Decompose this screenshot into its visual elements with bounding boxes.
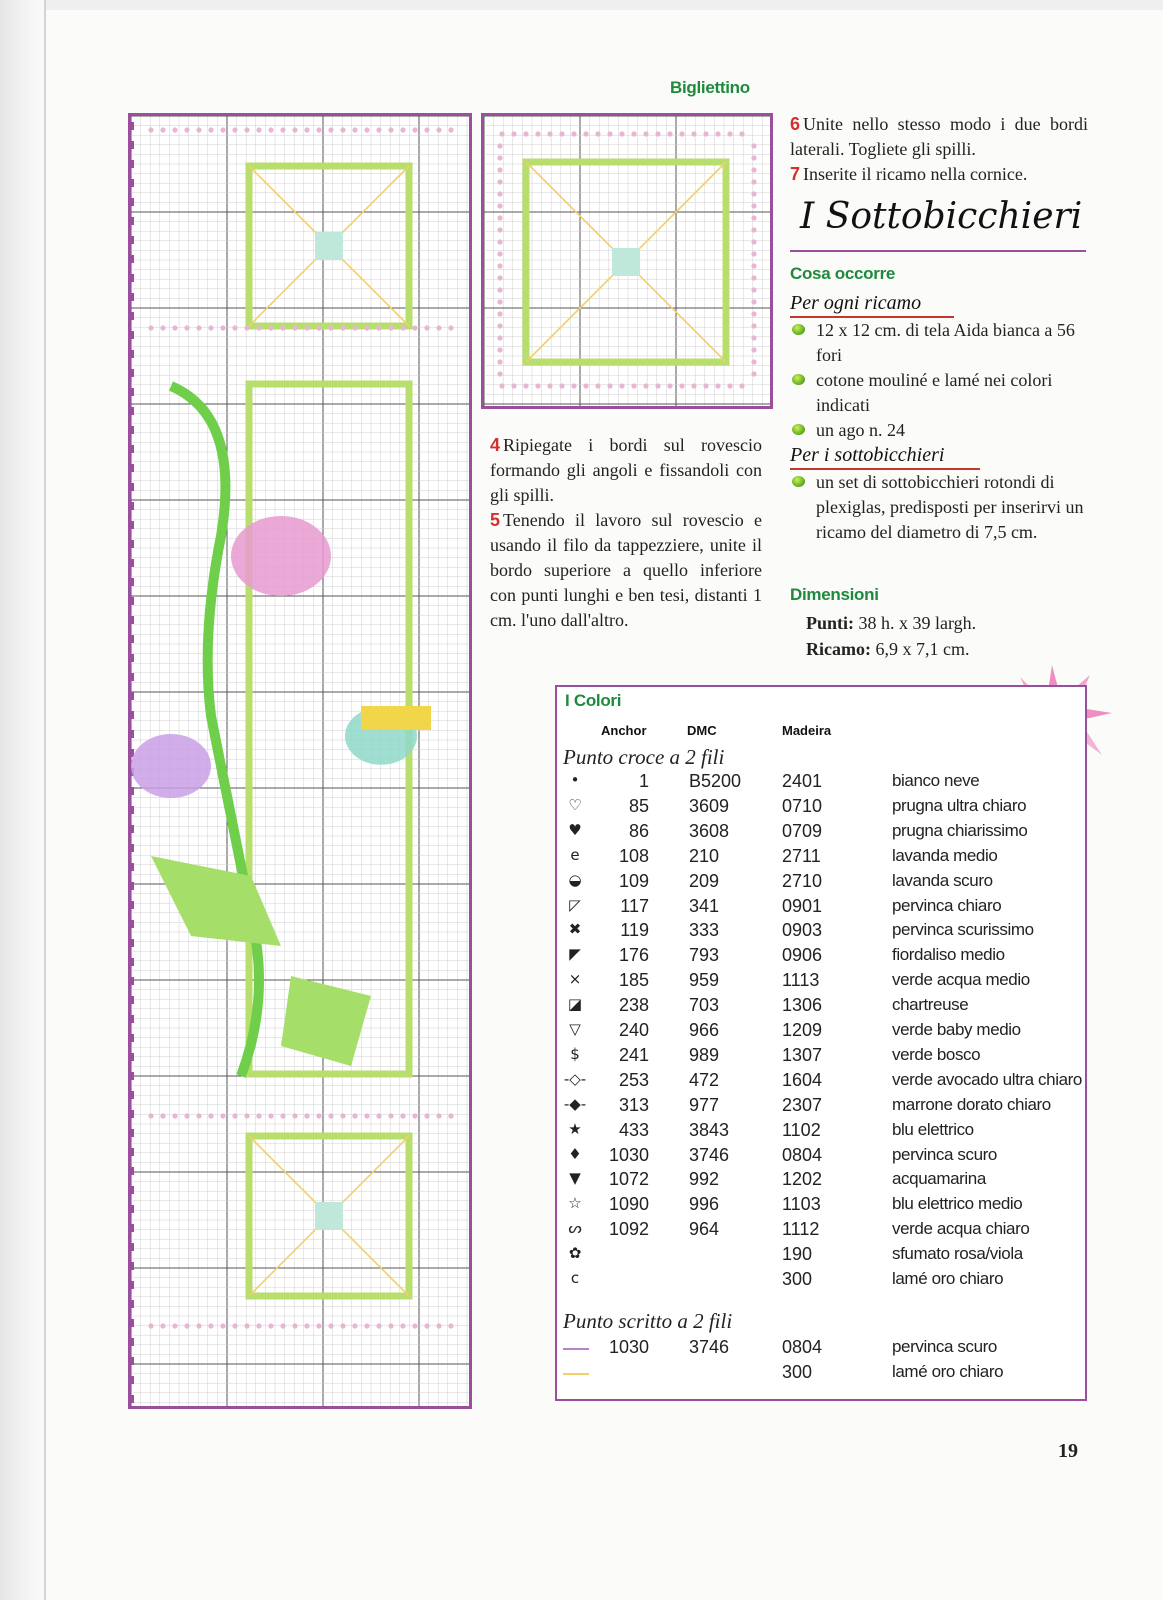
symbol-icon: -◇-	[563, 1069, 587, 1088]
legend-row	[557, 995, 1085, 1020]
dmc-code: 341	[689, 895, 720, 916]
bigliettino-chart-grid	[484, 116, 770, 406]
legend-row	[557, 1120, 1085, 1145]
legend-row	[557, 1045, 1085, 1070]
madeira-code: 1209	[782, 1020, 823, 1040]
column-header-madeira: Madeira	[782, 723, 832, 738]
symbol-icon: c	[570, 1269, 580, 1287]
per-i-sottobicchieri-subheading: Per i sottobicchieri	[790, 444, 944, 467]
dmc-code: 3746	[689, 1337, 730, 1357]
anchor-code: 433	[618, 1119, 649, 1140]
anchor-code: 1030	[608, 1337, 649, 1357]
section-title-rule	[790, 250, 1086, 252]
anchor-code: 253	[618, 1069, 649, 1090]
madeira-code: 2710	[782, 870, 823, 891]
madeira-code: 1102	[782, 1119, 821, 1140]
symbol-icon: ♥	[568, 820, 582, 839]
color-name: marrone dorato chiaro	[892, 1094, 1051, 1114]
color-name: lamé oro chiaro	[892, 1269, 1004, 1288]
color-name: pervinca scuro	[892, 1144, 997, 1164]
legend-row	[557, 1269, 1085, 1294]
dmc-code: 3746	[689, 1144, 730, 1165]
color-name: verde acqua chiaro	[892, 1219, 1030, 1239]
dmc-code: 3843	[689, 1119, 730, 1140]
madeira-code: 0906	[782, 945, 823, 966]
legend-row	[557, 771, 1085, 796]
color-name: verde bosco	[892, 1044, 981, 1064]
dmc-code: 209	[689, 870, 720, 891]
step-6: 6 Unite nello stesso modo i due bordi laterali. Togliete gli spilli.	[790, 114, 1088, 159]
dmc-code: 977	[689, 1094, 720, 1115]
dmc-code: 703	[689, 995, 720, 1016]
dmc-code: 333	[689, 920, 720, 941]
madeira-code: 1113	[782, 970, 820, 991]
step-7: 7 Inserite il ricamo nella cornice.	[790, 164, 1028, 184]
color-name: sfumato rosa/viola	[892, 1244, 1023, 1264]
symbol-icon: ᔕ	[568, 1219, 582, 1238]
dmc-code: 210	[689, 845, 720, 866]
punto-croce-subheading: Punto croce a 2 fili	[563, 745, 725, 769]
symbol-icon: ×	[568, 970, 582, 989]
color-name: blu elettrico medio	[892, 1194, 1023, 1214]
anchor-code: 238	[618, 995, 649, 1016]
legend-row	[557, 1219, 1085, 1244]
anchor-code: 241	[618, 1044, 649, 1065]
legend-row	[557, 1169, 1085, 1194]
legend-row	[557, 846, 1085, 871]
step-5: 5 Tenendo il lavoro sul rovescio e usando il filo da tappezziere, unite il bordo superiore a quello inferiore con punti lunghi e ben tesi, distanti 1 cm. l'uno dall'altro.	[490, 510, 762, 630]
list-item: cotone mouliné e lamé nei colori indicati	[790, 368, 1080, 418]
legend-row	[557, 1095, 1085, 1120]
anchor-code: 85	[628, 795, 649, 816]
bullet-leaf-icon	[792, 374, 805, 385]
madeira-code: 2307	[782, 1094, 823, 1115]
anchor-code: 117	[620, 895, 649, 916]
stitch-line-icon	[563, 1348, 589, 1350]
bullet-leaf-icon	[792, 324, 805, 335]
list-item: un set di sottobicchieri rotondi di plexiglas, predisposti per inserirvi un ricamo del diametro di 7,5 cm.	[790, 470, 1090, 545]
legend-row	[557, 896, 1085, 921]
symbol-icon: ◸	[569, 895, 581, 914]
symbol-icon: $	[570, 1044, 580, 1063]
punto-scritto-subheading: Punto scritto a 2 fili	[563, 1309, 733, 1333]
legend-row	[557, 821, 1085, 846]
madeira-code: 300	[782, 1362, 813, 1382]
anchor-code: 108	[618, 845, 649, 866]
cosa-occorre-heading: Cosa occorre	[790, 264, 896, 283]
madeira-code: 0901	[782, 895, 823, 916]
color-name: bianco neve	[892, 771, 980, 790]
color-name: blu elettrico	[892, 1119, 974, 1139]
scritto-row	[557, 1362, 1085, 1387]
stitch-dots	[148, 127, 453, 132]
madeira-code: 2711	[782, 845, 821, 866]
dmc-code: 3609	[689, 795, 730, 816]
legend-row	[557, 1020, 1085, 1045]
madeira-code: 0709	[782, 820, 823, 841]
color-name: pervinca scurissimo	[892, 920, 1034, 940]
madeira-code: 0804	[782, 1337, 823, 1357]
stitch-line-icon	[563, 1373, 589, 1375]
dmc-code: 966	[689, 1020, 720, 1040]
symbol-icon: e	[570, 845, 580, 864]
stitch-dots	[148, 1323, 453, 1328]
madeira-code: 1103	[782, 1194, 821, 1215]
bookmark-stitch-chart	[128, 113, 472, 1409]
legend-row	[557, 970, 1085, 995]
central-motif	[131, 384, 431, 1076]
dmc-code: 959	[689, 970, 720, 991]
anchor-code: 1092	[608, 1219, 649, 1240]
symbol-icon: ✿	[568, 1244, 582, 1263]
madeira-code: 1604	[782, 1069, 823, 1090]
madeira-code: 0903	[782, 920, 823, 941]
bigliettino-stitch-chart	[481, 113, 773, 409]
legend-row	[557, 1070, 1085, 1095]
colori-heading: I Colori	[565, 691, 622, 710]
step-4: 4 Ripiegate i bordi sul rovescio formando gli angoli e fissandoli con gli spilli.	[490, 435, 762, 505]
madeira-code: 0804	[782, 1144, 823, 1165]
color-name: verde baby medio	[892, 1020, 1021, 1039]
anchor-code: 185	[618, 970, 649, 991]
sottobicchieri-materials-list	[790, 470, 1090, 545]
dimensioni-heading: Dimensioni	[790, 585, 879, 604]
column-header-dmc: DMC	[687, 723, 717, 738]
symbol-icon: ♦	[568, 1144, 582, 1163]
color-name: prugna chiarissimo	[892, 820, 1028, 840]
column-header-anchor: Anchor	[601, 723, 647, 738]
symbol-icon: ◪	[567, 995, 583, 1014]
symbol-icon: ◒	[568, 870, 582, 889]
color-name: lavanda scuro	[892, 870, 993, 890]
madeira-code: 1307	[782, 1044, 823, 1065]
bigliettino-title: Bigliettino	[670, 78, 750, 97]
bullet-leaf-icon	[792, 476, 805, 487]
legend-row	[557, 796, 1085, 821]
color-name: lamé oro chiaro	[892, 1362, 1004, 1381]
legend-row	[557, 1244, 1085, 1269]
madeira-code: 1202	[782, 1169, 823, 1190]
per-ogni-ricamo-subheading: Per ogni ricamo	[790, 292, 921, 315]
dimensions-values: Punti: 38 h. x 39 largh. Ricamo: 6,9 x 7,1 cm.	[806, 613, 977, 659]
dmc-code: 989	[689, 1044, 720, 1065]
anchor-code: 313	[618, 1094, 649, 1115]
ricamo-materials-list	[790, 318, 1080, 443]
color-name: verde acqua medio	[892, 970, 1030, 990]
dmc-code: 992	[689, 1169, 720, 1190]
anchor-code: 176	[618, 945, 649, 966]
anchor-code: 1	[638, 771, 649, 791]
madeira-code: 1112	[782, 1219, 820, 1240]
stitch-dots	[499, 383, 744, 388]
symbol-icon: ☆	[568, 1194, 582, 1213]
dmc-code: 472	[689, 1069, 720, 1090]
color-name: chartreuse	[892, 995, 969, 1015]
legend-row	[557, 1194, 1085, 1219]
anchor-code: 1090	[608, 1194, 649, 1215]
motif-frame	[249, 1136, 409, 1296]
anchor-code: 1072	[608, 1169, 649, 1190]
anchor-code: 119	[620, 920, 649, 941]
color-name: fiordaliso medio	[892, 945, 1005, 965]
anchor-code: 1030	[608, 1144, 649, 1165]
dmc-code: 996	[689, 1194, 720, 1215]
motif-frame	[526, 162, 726, 362]
madeira-code: 190	[782, 1244, 813, 1265]
motif-frame	[249, 166, 409, 326]
color-name: pervinca scuro	[892, 1337, 997, 1356]
color-name: prugna ultra chiaro	[892, 795, 1027, 815]
list-item: un ago n. 24	[790, 418, 1080, 443]
colori-legend-box	[555, 685, 1087, 1401]
madeira-code: 2401	[782, 771, 823, 791]
dmc-code: 964	[689, 1219, 720, 1240]
anchor-code: 240	[618, 1020, 649, 1040]
symbol-icon: -◆-	[563, 1094, 587, 1113]
symbol-icon: ▽	[569, 1020, 581, 1038]
madeira-code: 1306	[782, 995, 823, 1016]
stitch-dots	[499, 131, 744, 136]
list-item: 12 x 12 cm. di tela Aida bianca a 56 fori	[790, 318, 1080, 368]
bullet-leaf-icon	[792, 424, 805, 435]
steps-right	[790, 112, 1088, 187]
steps-left	[490, 433, 762, 633]
bookmark-chart-grid	[131, 116, 469, 1406]
binding-line	[44, 0, 46, 1600]
dmc-code: 793	[689, 945, 720, 966]
symbol-icon: ▼	[569, 1169, 581, 1188]
symbol-icon: ★	[568, 1119, 582, 1138]
color-name: pervinca chiaro	[892, 895, 1002, 915]
symbol-icon: •	[570, 771, 580, 789]
dmc-code: 3608	[689, 820, 730, 841]
symbol-icon: ♡	[568, 795, 582, 814]
color-name: acquamarina	[892, 1169, 986, 1189]
legend-row	[557, 1145, 1085, 1170]
color-name: verde avocado ultra chiaro	[892, 1069, 1082, 1089]
page-number: 19	[1058, 1440, 1078, 1462]
section-title: I Sottobicchieri	[800, 196, 1083, 237]
symbol-icon: ◤	[569, 945, 581, 964]
legend-row	[557, 920, 1085, 945]
symbol-icon: ✖	[568, 920, 582, 939]
scritto-row	[557, 1337, 1085, 1362]
dmc-code: B5200	[689, 771, 742, 791]
color-name: lavanda medio	[892, 845, 998, 865]
madeira-code: 0710	[782, 795, 823, 816]
legend-row	[557, 871, 1085, 896]
top-scan-band	[46, 0, 1163, 10]
legend-row	[557, 945, 1085, 970]
anchor-code: 86	[628, 820, 649, 841]
anchor-code: 109	[618, 870, 649, 891]
page-binding-shadow	[0, 0, 46, 1600]
madeira-code: 300	[782, 1269, 813, 1289]
